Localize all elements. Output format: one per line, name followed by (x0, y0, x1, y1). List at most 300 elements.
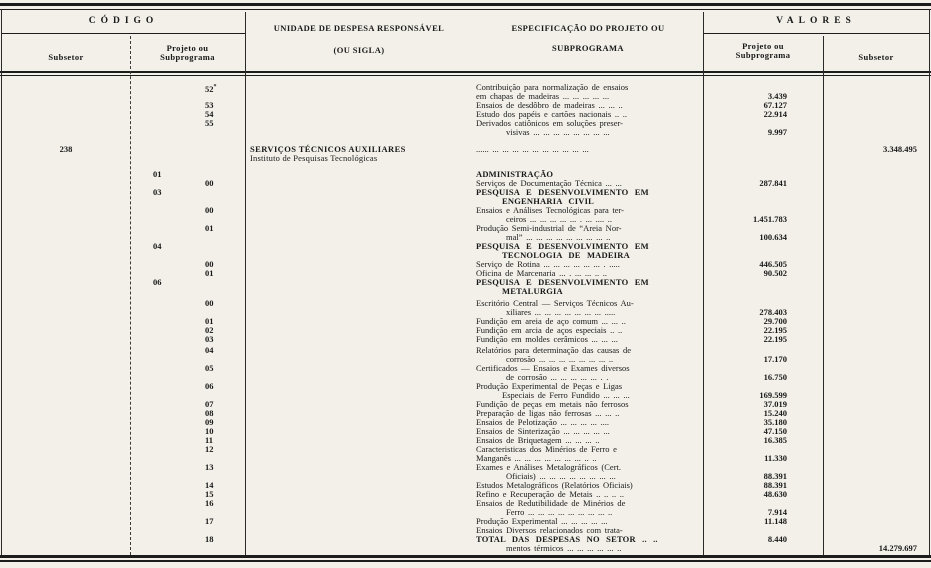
unidade-cell (245, 335, 473, 344)
projeto-code-cell (130, 215, 188, 224)
subsetor-code-cell (2, 499, 130, 508)
table-row (2, 145, 929, 154)
header-valores: VALORES (776, 16, 856, 26)
subprograma-code-cell (188, 197, 245, 206)
code-mark: * (213, 84, 217, 90)
top-rule-thin (0, 9, 931, 10)
subsetor-code-cell (2, 326, 130, 335)
subprograma-code-cell (188, 373, 245, 382)
table-row (2, 287, 929, 296)
unidade-cell (245, 535, 473, 544)
table-row (2, 110, 929, 119)
valor-subsetor-cell (823, 481, 929, 490)
valor-projeto: 11.330 (764, 453, 787, 463)
valor-subsetor-cell (823, 170, 929, 179)
valor-subsetor-cell (823, 317, 929, 326)
especificacao-text: Ensaios de Briquetagem ... ... ... .. (476, 435, 600, 445)
subsetor-code-cell (2, 364, 130, 373)
valor-subsetor-cell (823, 391, 929, 400)
valor-projeto-cell (703, 355, 823, 364)
subsetor-code-cell (2, 463, 130, 472)
projeto-code-cell (130, 242, 188, 251)
top-rule-heavy (0, 3, 931, 6)
valor-projeto-cell (703, 287, 823, 296)
especificacao-text: Estudos Metalográficos (Relatórios Oficiais) (476, 480, 633, 490)
unidade-cell (245, 373, 473, 382)
especificacao-text: Ferro ... ... ... ... ... ... ... ... .. (506, 507, 613, 517)
subsetor-code-cell (2, 101, 130, 110)
projeto-code-cell (130, 278, 188, 287)
valor-projeto-cell (703, 526, 823, 535)
valor-subsetor-cell (823, 544, 929, 553)
projeto-code-cell (130, 299, 188, 308)
projeto-code: 01 (153, 169, 162, 179)
codigo-underline (2, 33, 245, 34)
projeto-code-cell (130, 508, 188, 517)
valor-subsetor-cell (823, 92, 929, 101)
table-row (2, 517, 929, 526)
projeto-code-cell (130, 391, 188, 400)
projeto-code-cell (130, 317, 188, 326)
table-row (2, 391, 929, 400)
subprograma-code-cell (188, 224, 245, 233)
especificacao-text: TECNOLOGIA DE MADEIRA (502, 250, 630, 260)
subprograma-code-cell (188, 317, 245, 326)
projeto-code-cell (130, 535, 188, 544)
valor-projeto: 3.439 (767, 91, 787, 101)
subprograma-code-cell (188, 499, 245, 508)
unidade-cell (245, 445, 473, 454)
subsetor-code-cell (2, 427, 130, 436)
valor-projeto-cell (703, 242, 823, 251)
table-row (2, 299, 929, 308)
table-row (2, 490, 929, 499)
unidade-cell (245, 101, 473, 110)
valor-projeto-cell (703, 197, 823, 206)
unidade-cell (245, 308, 473, 317)
subprograma-code-cell (188, 418, 245, 427)
valor-projeto-cell (703, 463, 823, 472)
subsetor-code-cell (2, 346, 130, 355)
subsetor-code-cell (2, 215, 130, 224)
subprograma-code: 04 (205, 345, 214, 355)
subsetor-code-cell (2, 391, 130, 400)
subprograma-code-cell (188, 154, 245, 163)
table-row (2, 224, 929, 233)
subprograma-code-cell (188, 278, 245, 287)
valor-projeto-cell (703, 400, 823, 409)
valor-projeto-cell (703, 145, 823, 154)
valor-projeto-cell (703, 110, 823, 119)
table-row (2, 427, 929, 436)
subsetor-code-cell (2, 197, 130, 206)
subprograma-code: 03 (205, 334, 214, 344)
subprograma-code-cell (188, 544, 245, 553)
valor-projeto-cell (703, 373, 823, 382)
especificacao-text: Oficina de Marcenaria ... . ... ... .. .. (476, 268, 607, 278)
projeto-code-cell (130, 110, 188, 119)
subprograma-code: 53 (205, 100, 214, 110)
valor-projeto-cell (703, 92, 823, 101)
subprograma-code-cell (188, 508, 245, 517)
subprograma-code-cell (188, 355, 245, 364)
especificacao-text: Fundição em arcia de aços especiais .. .. (476, 325, 623, 335)
valor-projeto-cell (703, 535, 823, 544)
especificacao-text: Ensaios de Sinterização ... ... ... ... ... (476, 426, 610, 436)
subprograma-code-cell (188, 382, 245, 391)
projeto-code-cell (130, 206, 188, 215)
valor-subsetor-cell (823, 436, 929, 445)
unidade-cell (245, 400, 473, 409)
especificacao-text: TOTAL DAS DESPESAS NO SETOR .. .. (476, 534, 658, 544)
especificacao-cell (473, 287, 703, 296)
especificacao-text: Serviços de Documentação Técnica ... ... (476, 178, 622, 188)
table-row (2, 472, 929, 481)
projeto-code-cell (130, 355, 188, 364)
subsetor-code-cell (2, 382, 130, 391)
especificacao-cell (473, 145, 703, 154)
valor-projeto-cell (703, 308, 823, 317)
valor-subsetor-cell (823, 517, 929, 526)
especificacao-text: de corrosão ... ... ... ... ... . . (506, 372, 609, 382)
table-row (2, 373, 929, 382)
especificacao-text: Serviço de Rotina ... ... ... ... ... ... . ..... (476, 259, 620, 269)
projeto-code-cell (130, 382, 188, 391)
projeto-code-cell (130, 145, 188, 154)
subprograma-code: 00 (205, 259, 214, 269)
unidade-cell (245, 472, 473, 481)
subsetor-code-cell (2, 454, 130, 463)
table-row (2, 526, 929, 535)
subsetor-code-cell (2, 355, 130, 364)
valor-subsetor-cell (823, 269, 929, 278)
subsetor-code-cell (2, 373, 130, 382)
valor-subsetor-cell (823, 128, 929, 137)
especificacao-text: Fundição em moldes cerâmicos ... ... ... (476, 334, 618, 344)
valor-subsetor-cell (823, 400, 929, 409)
valor-subsetor-cell (823, 418, 929, 427)
header-especificacao-line2: SUBPROGRAMA (552, 43, 624, 53)
unidade-cell (245, 364, 473, 373)
header-codigo: CÓDIGO (88, 16, 159, 26)
unidade-cell (245, 128, 473, 137)
especificacao-text: METALURGIA (502, 286, 563, 296)
projeto-code-cell (130, 436, 188, 445)
especificacao-text: Manganês ... ... ... ... ... ... ... .. .. (476, 453, 597, 463)
right-border (929, 9, 930, 556)
subprograma-code: 08 (205, 408, 214, 418)
especificacao-text: corrosão ... ... ... ... ... ... ... .. (506, 354, 614, 364)
valor-projeto-cell (703, 427, 823, 436)
valor-projeto-cell (703, 317, 823, 326)
projeto-code-cell (130, 154, 188, 163)
subprograma-code-cell (188, 110, 245, 119)
valor-subsetor-cell (823, 335, 929, 344)
projeto-code-cell (130, 346, 188, 355)
subsetor-code-cell (2, 188, 130, 197)
especificacao-text: Certificados — Ensaios e Exames diversos (476, 363, 630, 373)
projeto-code-cell (130, 499, 188, 508)
projeto-code-cell (130, 287, 188, 296)
especificacao-text: Estudo dos papéis e cartões nacionais .. .. (476, 109, 627, 119)
table-row (2, 418, 929, 427)
subprograma-code: 05 (205, 363, 214, 373)
subsetor-code-cell (2, 544, 130, 553)
especificacao-text: PESQUISA E DESENVOLVIMENTO EM (476, 187, 649, 197)
valor-projeto-cell (703, 101, 823, 110)
subprograma-code: 15 (205, 489, 214, 499)
valor-projeto: 35.180 (763, 417, 787, 427)
valor-subsetor-cell (823, 215, 929, 224)
especificacao-text: Contribuição para normalização de ensaios (476, 82, 629, 92)
subsetor-code-cell (2, 242, 130, 251)
subsetor-code-cell (2, 179, 130, 188)
valor-projeto: 17.170 (763, 354, 787, 364)
especificacao-text: Produção Experimental de Peças e Ligas (476, 381, 623, 391)
especificacao-cell (473, 128, 703, 137)
unidade-cell (245, 418, 473, 427)
valor-subsetor-cell (823, 224, 929, 233)
valor-projeto-cell (703, 409, 823, 418)
table-row (2, 535, 929, 544)
unidade-cell (245, 251, 473, 260)
subprograma-code-cell (188, 101, 245, 110)
valor-projeto-cell (703, 499, 823, 508)
valor-projeto-cell (703, 154, 823, 163)
subprograma-code-cell (188, 335, 245, 344)
valor-subsetor-cell (823, 179, 929, 188)
projeto-code-cell (130, 544, 188, 553)
especificacao-text: Oficiais) ... ... ... ... ... ... ... ... (506, 471, 616, 481)
unidade-cell (245, 526, 473, 535)
especificacao-cell (473, 544, 703, 553)
valor-subsetor-cell (823, 287, 929, 296)
subsetor-code-cell (2, 490, 130, 499)
valor-projeto: 67.127 (763, 100, 787, 110)
header-unidade-line2: (OU SIGLA) (333, 45, 385, 55)
subsetor-code-cell (2, 287, 130, 296)
valor-projeto-cell (703, 517, 823, 526)
unidade-cell (245, 224, 473, 233)
valor-subsetor-cell (823, 526, 929, 535)
especificacao-text: Caracteristicas dos Minérios de Ferro e (476, 444, 617, 454)
especificacao-text: Especiais de Ferro Fundido ... ... ... (502, 390, 630, 400)
subprograma-code: 01 (205, 316, 214, 326)
especificacao-text: Produção Semi-industrial de “Areia Nor- (476, 223, 622, 233)
valor-subsetor-cell (823, 445, 929, 454)
valor-subsetor: 14.279.697 (878, 543, 917, 553)
table-row (2, 128, 929, 137)
subprograma-code: 02 (205, 325, 214, 335)
subsetor-code-cell (2, 260, 130, 269)
valor-projeto: 88.391 (763, 480, 787, 490)
valor-subsetor-cell (823, 260, 929, 269)
valor-projeto: 29.700 (763, 316, 787, 326)
table-row (2, 251, 929, 260)
subprograma-code-cell (188, 269, 245, 278)
subprograma-code: 11 (205, 435, 214, 445)
header-codigo-projeto-line2: Subprograma (160, 52, 215, 62)
projeto-code-cell (130, 472, 188, 481)
header-codigo-projeto-line1: Projeto ou (166, 43, 209, 53)
table-row (2, 83, 929, 92)
projeto-code-cell (130, 119, 188, 128)
header-bottom-rule-1 (0, 71, 931, 73)
subprograma-code-cell (188, 535, 245, 544)
unidade-cell (245, 233, 473, 242)
unidade-cell (245, 110, 473, 119)
subsetor-code-cell (2, 517, 130, 526)
especificacao-text: visivas ... ... ... ... ... ... ... ... (506, 127, 610, 137)
valor-subsetor-cell (823, 188, 929, 197)
subsetor-code-cell (2, 445, 130, 454)
valor-projeto-cell (703, 179, 823, 188)
table-row (2, 308, 929, 317)
subsetor-code-cell (2, 299, 130, 308)
valor-projeto-cell (703, 215, 823, 224)
unidade-text: SERVIÇOS TÉCNICOS AUXILIARES (250, 144, 406, 154)
subprograma-code-cell (188, 145, 245, 154)
unidade-cell (245, 269, 473, 278)
subsetor-code-cell (2, 92, 130, 101)
table-row (2, 346, 929, 355)
valor-subsetor-cell (823, 119, 929, 128)
valor-projeto: 47.150 (763, 426, 787, 436)
subprograma-code: 00 (205, 298, 214, 308)
projeto-code-cell (130, 170, 188, 179)
valor-subsetor-cell (823, 110, 929, 119)
unidade-cell (245, 206, 473, 215)
valor-projeto-cell (703, 490, 823, 499)
valor-subsetor-cell (823, 454, 929, 463)
subprograma-code: 07 (205, 399, 214, 409)
especificacao-text: Fundição em areia de aço comum ... ... .. (476, 316, 626, 326)
header-valores-projeto (703, 42, 823, 60)
subsetor-code-cell (2, 409, 130, 418)
subsetor-code-cell (2, 233, 130, 242)
unidade-cell (245, 197, 473, 206)
valor-projeto: 8.440 (767, 534, 787, 544)
projeto-code-cell (130, 188, 188, 197)
subsetor-code-cell (2, 224, 130, 233)
especificacao-cell (473, 335, 703, 344)
unidade-cell (245, 481, 473, 490)
subprograma-code-cell (188, 215, 245, 224)
subprograma-code-cell (188, 391, 245, 400)
table-row (2, 326, 929, 335)
subprograma-code-cell (188, 287, 245, 296)
valor-subsetor-cell (823, 299, 929, 308)
table-row (2, 92, 929, 101)
unidade-cell (245, 427, 473, 436)
subprograma-code-cell (188, 251, 245, 260)
subprograma-code: 00 (205, 178, 214, 188)
table-row (2, 317, 929, 326)
projeto-code-cell (130, 427, 188, 436)
valor-subsetor-cell (823, 233, 929, 242)
table-row (2, 445, 929, 454)
unidade-cell (245, 317, 473, 326)
subsetor-code-cell (2, 418, 130, 427)
unidade-cell (245, 409, 473, 418)
subprograma-code-cell (188, 490, 245, 499)
unidade-cell (245, 499, 473, 508)
unidade-cell (245, 215, 473, 224)
especificacao-text: PESQUISA E DESENVOLVIMENTO EM (476, 241, 649, 251)
projeto-code-cell (130, 400, 188, 409)
valor-projeto-cell (703, 233, 823, 242)
header-codigo-subsetor: Subsetor (48, 52, 84, 62)
especificacao-text: mal” ... ... ... ... ... ... ... ... .. (506, 232, 611, 242)
projeto-code-cell (130, 197, 188, 206)
unidade-text: Instituto de Pesquisas Tecnológicas (250, 153, 378, 163)
especificacao-text: mentos térmicos ... ... ... ... ... .. (506, 543, 622, 553)
table-row (2, 508, 929, 517)
subsetor-code-cell (2, 170, 130, 179)
especificacao-text: ...... ... ... ... ... ... ... ... ... ... ... (476, 144, 589, 154)
table-row (2, 154, 929, 163)
valor-subsetor-cell (823, 308, 929, 317)
bottom-rule-thin (0, 560, 931, 562)
valores-underline (703, 33, 929, 34)
subprograma-code-cell (188, 481, 245, 490)
table-row (2, 382, 929, 391)
subprograma-code: 17 (205, 516, 214, 526)
projeto-code-cell (130, 92, 188, 101)
projeto-code-cell (130, 445, 188, 454)
valor-subsetor-cell (823, 499, 929, 508)
subprograma-code: 55 (205, 118, 214, 128)
unidade-cell (245, 355, 473, 364)
table-row (2, 233, 929, 242)
valor-subsetor-cell (823, 206, 929, 215)
subprograma-code: 10 (205, 426, 214, 436)
subprograma-code-cell (188, 92, 245, 101)
unidade-cell (245, 278, 473, 287)
unidade-cell (245, 508, 473, 517)
subprograma-code-cell (188, 463, 245, 472)
subprograma-code-cell (188, 326, 245, 335)
especificacao-text: Produção Experimental ... ... ... ... ... (476, 516, 608, 526)
header-valores-projeto-line2: Subprograma (735, 50, 791, 60)
subprograma-code: 00 (205, 205, 214, 215)
unidade-cell (245, 170, 473, 179)
especificacao-text: em chapas de madeiras ... ... ... ... ... (476, 91, 610, 101)
subprograma-code: 14 (205, 480, 214, 490)
header-especificacao-line1: ESPECIFICAÇÃO DO PROJETO OU (511, 23, 665, 33)
especificacao-text: xiliares ... ... ... ... ... ... ... ..... (506, 307, 616, 317)
valor-subsetor-cell (823, 364, 929, 373)
valor-projeto: 37.019 (763, 399, 787, 409)
bottom-rule-heavy (0, 555, 931, 558)
table-row (2, 335, 929, 344)
header-unidade-line1: UNIDADE DE DESPESA RESPONSÁVEL (273, 23, 445, 33)
valor-subsetor-cell (823, 197, 929, 206)
subprograma-code-cell (188, 517, 245, 526)
table-row (2, 463, 929, 472)
valor-subsetor: 3.348.495 (883, 144, 917, 154)
subsetor-code-cell (2, 128, 130, 137)
valor-projeto-cell (703, 188, 823, 197)
table-body (2, 83, 929, 553)
unidade-cell (245, 326, 473, 335)
valor-projeto: 9.997 (767, 127, 787, 137)
subprograma-code-cell (188, 409, 245, 418)
projeto-code-cell (130, 364, 188, 373)
subprograma-code: 01 (205, 268, 214, 278)
subsetor-code-cell (2, 481, 130, 490)
subprograma-code-cell (188, 233, 245, 242)
